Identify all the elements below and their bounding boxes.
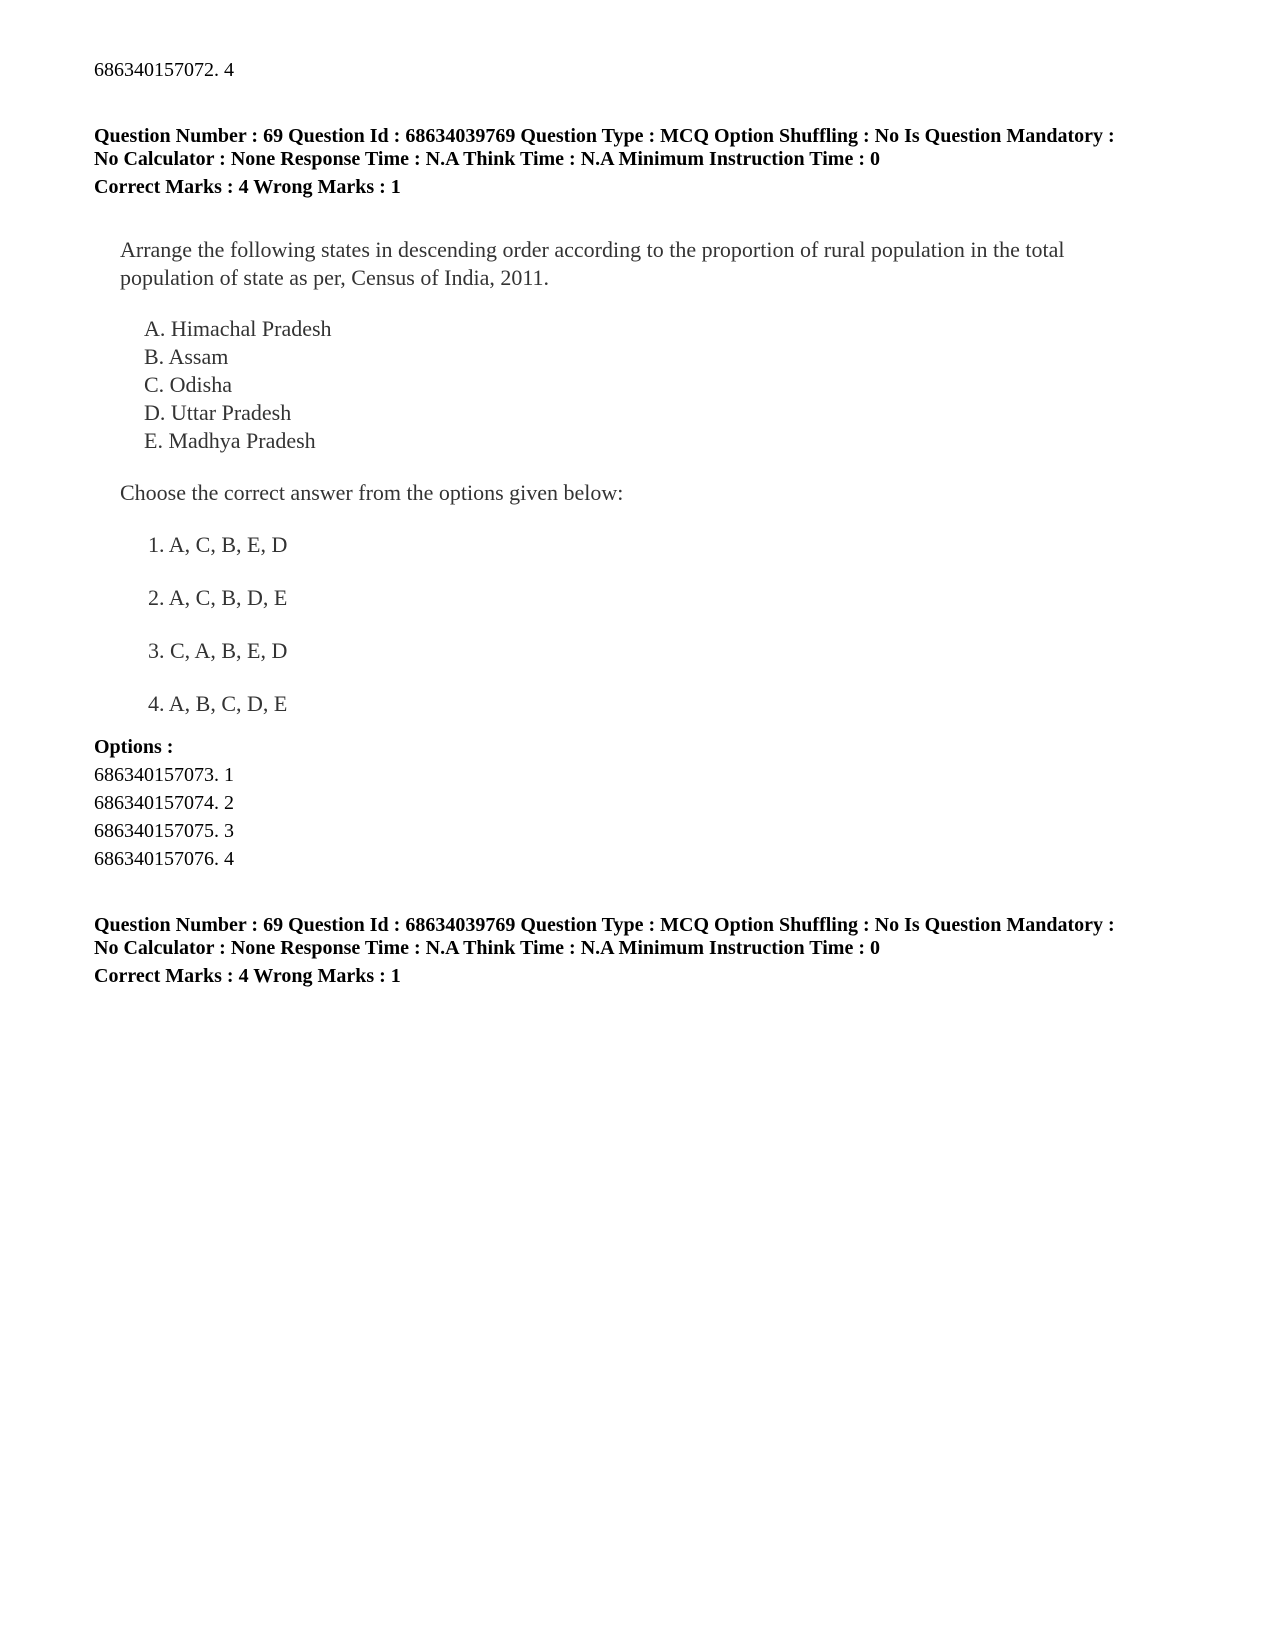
next-question-header-line1: Question Number : 69 Question Id : 68634039769 Question Type : MCQ Option Shuffling : No Is Question Mandatory : [94,914,1115,936]
question-header-line2: No Calculator : None Response Time : N.A Think Time : N.A Minimum Instruction Time : 0 [94,148,880,170]
options-label: Options : [94,736,174,758]
statement-list [144,315,332,455]
question-marks-line: Correct Marks : 4 Wrong Marks : 1 [94,176,401,198]
statement-d: D. Uttar Pradesh [144,400,292,425]
option-line-1: 686340157073. 1 [94,764,234,786]
statement-c: C. Odisha [144,372,232,397]
answer-choice-1: 1. A, C, B, E, D [148,532,288,557]
option-line-4: 686340157076. 4 [94,848,234,870]
statement-b: B. Assam [144,344,229,369]
answer-choice-2: 2. A, C, B, D, E [148,585,288,610]
question-header-line1: Question Number : 69 Question Id : 68634039769 Question Type : MCQ Option Shuffling : No Is Question Mandatory : [94,125,1115,147]
answer-choice-3: 3. C, A, B, E, D [148,638,288,663]
option-line-2: 686340157074. 2 [94,792,234,814]
option-line-3: 686340157075. 3 [94,820,234,842]
question-stem-line1: Arrange the following states in descending order according to the proportion of rural population in the total [120,237,1065,262]
question-stem-line2: population of state as per, Census of India, 2011. [120,265,550,290]
answer-choice-4: 4. A, B, C, D, E [148,691,288,716]
question-stem [120,236,1180,292]
previous-option-line: 686340157072. 4 [94,59,234,81]
next-question-marks-line: Correct Marks : 4 Wrong Marks : 1 [94,965,401,987]
statement-a: A. Himachal Pradesh [144,316,332,341]
statement-e: E. Madhya Pradesh [144,428,316,453]
next-question-header-line2: No Calculator : None Response Time : N.A Think Time : N.A Minimum Instruction Time : 0 [94,937,880,959]
choose-instruction: Choose the correct answer from the options given below: [120,480,624,505]
